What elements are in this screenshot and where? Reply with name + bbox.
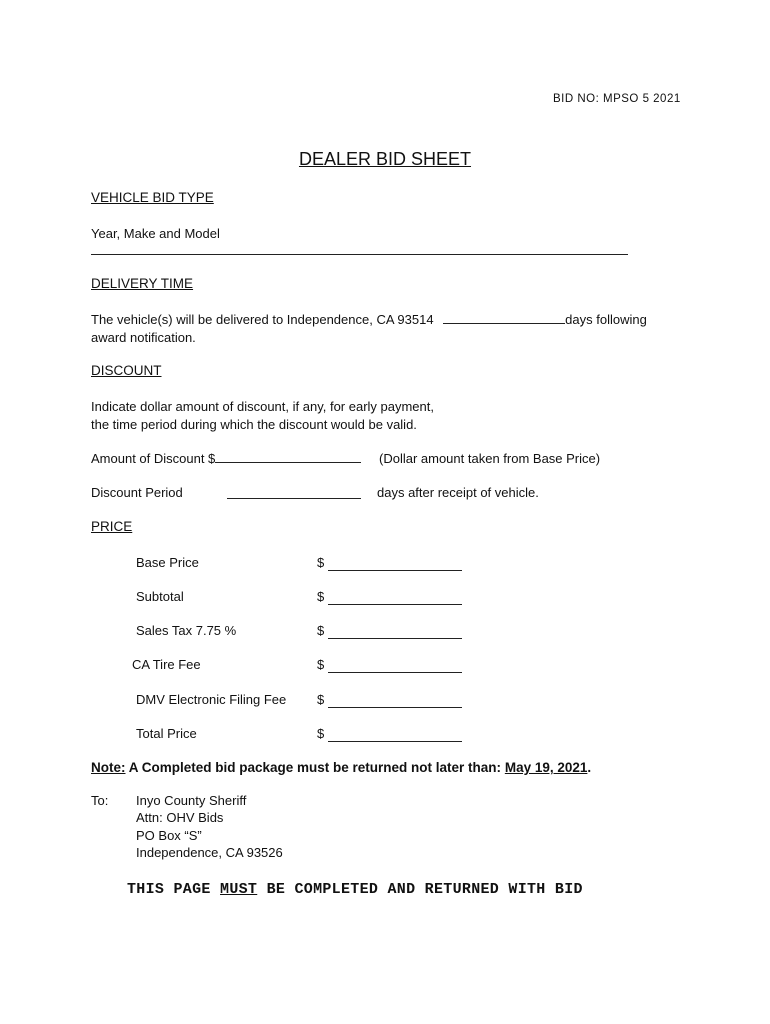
address-line-4: Independence, CA 93526: [136, 845, 283, 860]
footer-after: BE COMPLETED AND RETURNED WITH BID: [266, 881, 583, 898]
price-dollar-dmv-fee: $: [317, 692, 325, 707]
bid-number: BID NO: MPSO 5 2021: [553, 93, 681, 105]
discount-period-label: Discount Period: [91, 485, 183, 500]
address-line-3: PO Box “S”: [136, 828, 202, 843]
price-label-subtotal: Subtotal: [136, 589, 184, 604]
footer-instruction: [127, 881, 583, 898]
section-heading-vehicle: VEHICLE BID TYPE: [91, 190, 214, 205]
note-period: .: [587, 760, 592, 775]
total-price-field[interactable]: [328, 741, 462, 742]
discount-period-field[interactable]: [227, 498, 361, 499]
deadline-date: May 19, 2021: [504, 760, 588, 775]
address-line-2: Attn: OHV Bids: [136, 810, 224, 825]
discount-amount-field[interactable]: [215, 462, 361, 463]
subtotal-field[interactable]: [328, 604, 462, 605]
to-label: To:: [91, 793, 109, 808]
price-label-dmv-fee: DMV Electronic Filing Fee: [136, 692, 287, 707]
price-dollar-subtotal: $: [317, 589, 325, 604]
sales-tax-field[interactable]: [328, 638, 462, 639]
footer-before: THIS PAGE: [127, 881, 211, 898]
year-make-model-field[interactable]: [91, 254, 628, 255]
footer-must: MUST: [220, 881, 258, 898]
discount-instructions-1: Indicate dollar amount of discount, if any, for early payment,: [91, 399, 434, 414]
price-label-base: Base Price: [136, 555, 199, 570]
discount-amount-note: (Dollar amount taken from Base Price): [379, 451, 601, 466]
deadline-note: [91, 760, 591, 775]
price-dollar-sales-tax: $: [317, 623, 325, 638]
note-text: A Completed bid package must be returned not later than:: [128, 760, 502, 775]
discount-instructions-2: the time period during which the discount would be valid.: [91, 417, 417, 432]
year-make-model-label: Year, Make and Model: [91, 226, 220, 241]
delivery-text-line2: award notification.: [91, 330, 196, 345]
delivery-text-after: days following: [565, 312, 647, 327]
price-dollar-tire-fee: $: [317, 657, 325, 672]
page-title-text: DEALER BID SHEET: [298, 149, 472, 169]
page-title: [0, 149, 770, 170]
delivery-days-field[interactable]: [443, 323, 565, 324]
address-line-1: Inyo County Sheriff: [136, 793, 247, 808]
discount-period-note: days after receipt of vehicle.: [377, 485, 539, 500]
price-label-total: Total Price: [136, 726, 197, 741]
discount-amount-row: [91, 450, 361, 468]
price-dollar-base: $: [317, 555, 325, 570]
section-heading-price: PRICE: [91, 519, 133, 534]
price-label-tire-fee: CA Tire Fee: [132, 657, 201, 672]
delivery-text-before: The vehicle(s) will be delivered to Independence, CA 93514: [91, 312, 434, 327]
section-heading-delivery: DELIVERY TIME: [91, 276, 194, 291]
section-heading-discount: DISCOUNT: [91, 363, 162, 378]
price-dollar-total: $: [317, 726, 325, 741]
price-label-sales-tax: Sales Tax 7.75 %: [136, 623, 237, 638]
dmv-fee-field[interactable]: [328, 707, 462, 708]
base-price-field[interactable]: [328, 570, 462, 571]
tire-fee-field[interactable]: [328, 672, 462, 673]
delivery-text: [91, 311, 647, 329]
note-label: Note:: [91, 760, 126, 775]
discount-amount-label: Amount of Discount $: [91, 451, 216, 466]
